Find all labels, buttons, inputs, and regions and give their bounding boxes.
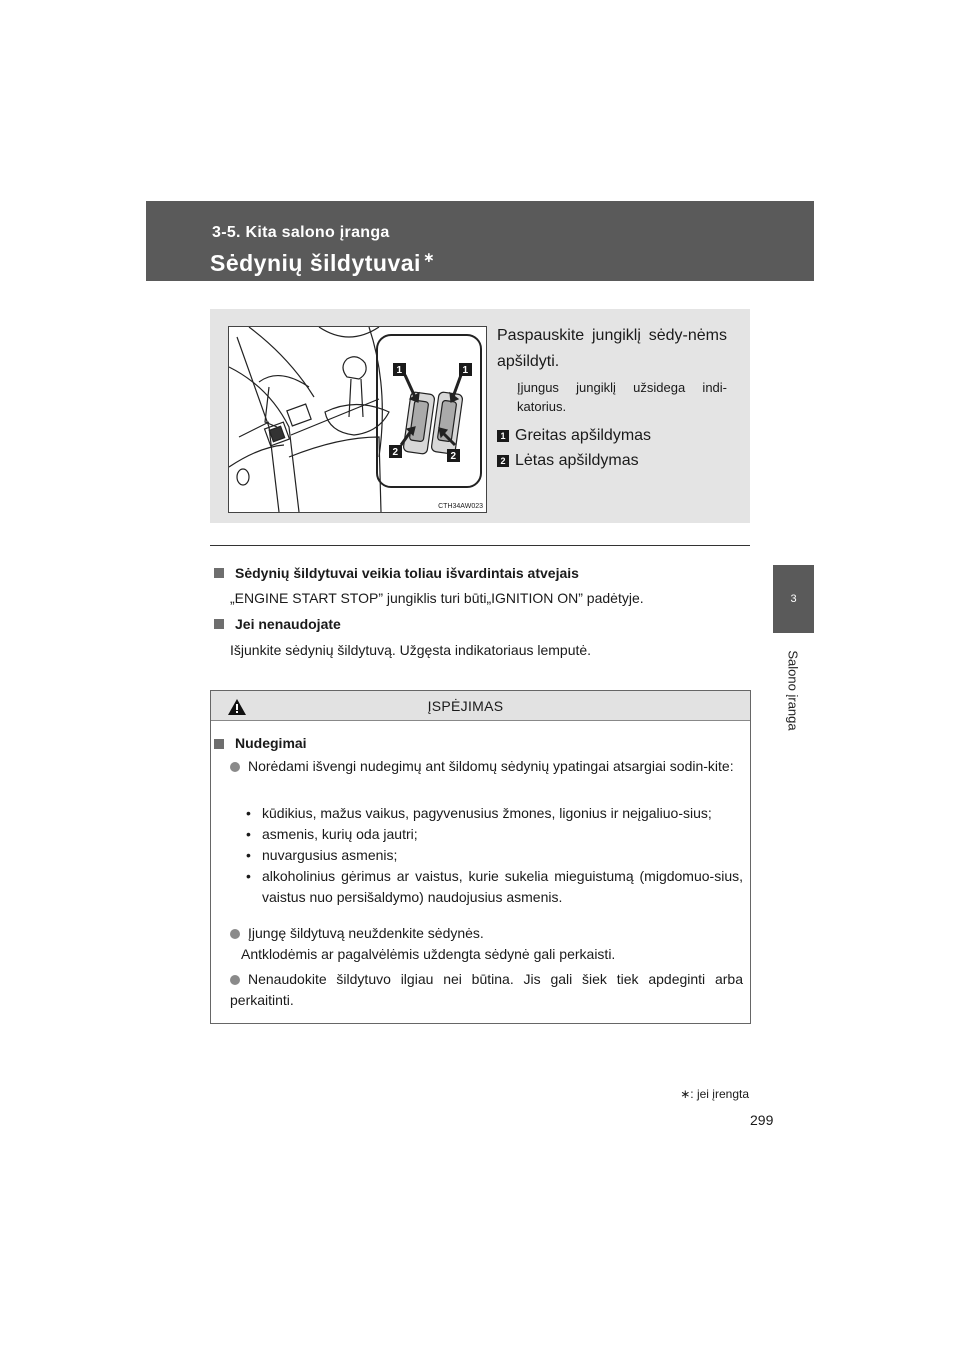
warning-item — [230, 756, 743, 777]
legend-item-fast — [497, 427, 651, 445]
warning-item — [230, 969, 743, 1011]
warning-bullet — [246, 845, 743, 866]
chapter-number: 3 — [790, 593, 797, 605]
bullet-point-icon: • — [246, 847, 251, 863]
console-illustration — [229, 327, 486, 512]
bullet-point-icon: • — [246, 805, 251, 821]
figure-panel — [210, 309, 750, 523]
page-title-text: Sėdynių šildytuvai — [210, 250, 421, 276]
footnote-text: : jei įrengta — [690, 1087, 749, 1101]
page-number: 299 — [750, 1112, 774, 1128]
warning-item — [230, 923, 743, 965]
legend-number: 2 — [497, 455, 509, 467]
square-bullet-icon — [214, 568, 224, 578]
legend-text: Greitas apšildymas — [515, 427, 652, 444]
note-heading — [214, 616, 341, 632]
instruction-text: Paspauskite jungiklį sėdy-nėms apšildyti. — [497, 327, 727, 370]
note-heading-text: Jei nenaudojate — [235, 616, 341, 632]
warning-bullet-text: alkoholinius gėrimus ar vaistus, kurie sukelia mieguistumą (migdomuo-sius, vaistus nuo persišaldymo) naudojusius asmenis. — [262, 868, 743, 905]
warning-title: ĮSPĖJIMAS — [427, 697, 504, 714]
section-header-band — [146, 201, 814, 281]
footnote — [680, 1087, 749, 1101]
chapter-label — [773, 640, 814, 740]
warning-item-text: Įjungę šildytuvą neuždenkite sėdynės. — [248, 925, 484, 941]
round-bullet-icon — [230, 929, 240, 939]
warning-heading-text: Nudegimai — [235, 735, 307, 751]
warning-triangle-icon — [227, 698, 247, 716]
warning-bullet — [246, 824, 743, 845]
warning-bullet-text: kūdikius, mažus vaikus, pagyvenusius žmones, ligonius ir neįgaliuo-sius; — [262, 805, 712, 821]
bullet-point-icon: • — [246, 868, 251, 884]
square-bullet-icon — [214, 739, 224, 749]
page-title — [210, 249, 435, 277]
square-bullet-icon — [214, 619, 224, 629]
chapter-label-text: Salono įranga — [786, 649, 802, 731]
warning-item-text: Nenaudokite šildytuvo ilgiau nei būtina. Jis gali šiek tiek apdeginti arba perkaitinti. — [230, 971, 743, 1008]
warning-bullet — [246, 803, 743, 824]
round-bullet-icon — [230, 975, 240, 985]
warning-bullet-text: asmenis, kurių oda jautri; — [262, 826, 418, 842]
legend-text: Lėtas apšildymas — [515, 452, 639, 469]
warning-bullet-list — [246, 803, 743, 908]
warning-heading — [214, 733, 307, 754]
warning-bullet — [246, 866, 743, 908]
callout-2-right: 2 — [450, 451, 457, 462]
equipment-asterisk: ∗ — [422, 249, 436, 265]
legend-number: 1 — [497, 430, 509, 442]
warning-item-text: Antklodėmis ar pagalvėlėmis uždengta sėdynė gali perkaisti. — [241, 946, 616, 962]
seat-heater-illustration — [228, 326, 487, 513]
callout-1-right: 1 — [462, 365, 469, 376]
warning-header — [211, 691, 750, 721]
figure-code: CTH34AW023 — [438, 503, 483, 510]
warning-item-text: Norėdami išvengi nudegimų ant šildomų sėdynių ypatingai atsargiai sodin-kite: — [248, 758, 734, 774]
section-divider — [210, 545, 750, 546]
callout-1-left: 1 — [396, 365, 403, 376]
instruction-subtext: Įjungus jungiklį užsidega indi-katorius. — [517, 380, 727, 414]
note-body: „ENGINE START STOP” jungiklis turi būti„IGNITION ON” padėtyje. — [230, 590, 644, 606]
note-body: Išjunkite sėdynių šildytuvą. Užgęsta indikatoriaus lemputė. — [230, 642, 592, 658]
note-heading — [214, 565, 579, 581]
legend-item-slow — [497, 452, 639, 470]
footnote-asterisk: ∗ — [680, 1087, 691, 1101]
chapter-tab — [773, 565, 814, 633]
warning-bullet-text: nuvargusius asmenis; — [262, 847, 398, 863]
note-heading-text: Sėdynių šildytuvai veikia toliau išvardintais atvejais — [235, 565, 579, 581]
section-label: 3-5. Kita salono įranga — [212, 224, 390, 241]
bullet-point-icon: • — [246, 826, 251, 842]
callout-2-left: 2 — [392, 447, 399, 458]
warning-box — [210, 690, 751, 1024]
round-bullet-icon — [230, 762, 240, 772]
